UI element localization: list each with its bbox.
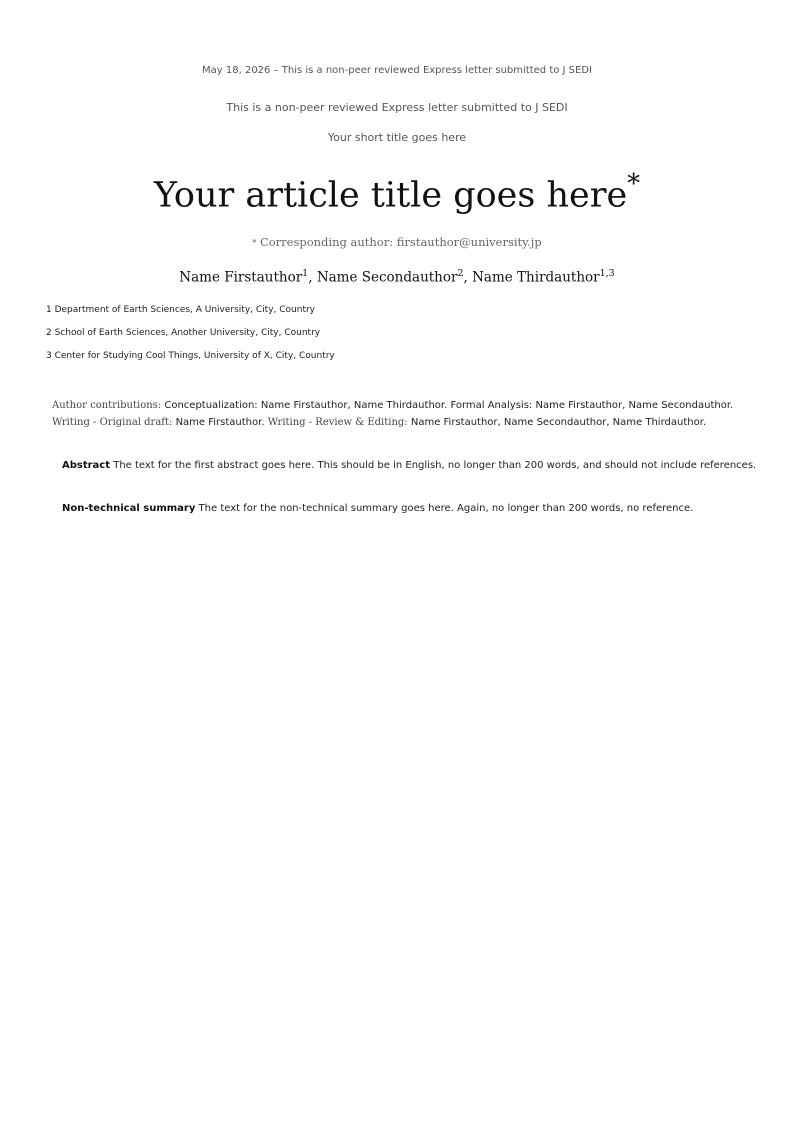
title-footnote-mark: *: [627, 169, 641, 199]
contributions-role-label: Writing - Review & Editing:: [267, 417, 408, 428]
preprint-notice: This is a non-peer reviewed Express letter submitted to J SEDI: [226, 101, 568, 114]
running-header: May 18, 2026 – This is a non-peer reviewed Express letter submitted to J SEDI: [202, 65, 592, 76]
author-affiliation-mark: 1: [302, 268, 309, 279]
article-title: Your article title goes here: [153, 175, 628, 216]
author-affiliation-mark: 1,3: [599, 268, 615, 279]
non-technical-summary: [62, 501, 762, 516]
abstract-label: Abstract: [62, 460, 111, 471]
author-name: Name Secondauthor: [316, 269, 458, 286]
contributions-label: Author contributions:: [52, 400, 162, 411]
contributions-text: Name Firstauthor, Name Secondauthor, Name Thirdauthor.: [407, 417, 707, 428]
author-separator: ,: [308, 269, 317, 286]
affiliation: 1 Department of Earth Sciences, A University, City, Country: [46, 305, 315, 315]
corresponding-author-text: Corresponding author: firstauthor@university.jp: [259, 235, 542, 249]
author-name: Name Firstauthor: [179, 269, 303, 286]
non-technical-summary-text: The text for the non-technical summary goes here. Again, no longer than 200 words, no reference.: [195, 503, 694, 514]
contributions-role-label: Writing - Original draft:: [52, 417, 173, 428]
author-list: [0, 268, 794, 286]
short-title: Your short title goes here: [327, 131, 467, 144]
abstract-text: The text for the first abstract goes here. This should be in English, no longer than 200 words, and should not include references.: [110, 460, 757, 471]
corresponding-star: *: [252, 238, 257, 248]
contributions-text: Name Firstauthor.: [172, 417, 268, 428]
corresponding-author: [0, 235, 794, 249]
abstract: [62, 458, 762, 473]
author-affiliation-mark: 2: [457, 268, 464, 279]
article-title-block: [0, 169, 794, 216]
author-name: Name Thirdauthor: [472, 269, 600, 286]
affiliation: 2 School of Earth Sciences, Another University, City, Country: [46, 328, 321, 338]
affiliation: 3 Center for Studying Cool Things, University of X, City, Country: [46, 351, 335, 361]
contributions-text: Conceptualization: Name Firstauthor, Name Thirdauthor. Formal Analysis: Name Firstauthor, Name Secondauthor.: [161, 400, 734, 411]
author-contributions: [52, 397, 752, 431]
non-technical-summary-label: Non-technical summary: [62, 503, 196, 514]
author-separator: ,: [463, 269, 473, 286]
